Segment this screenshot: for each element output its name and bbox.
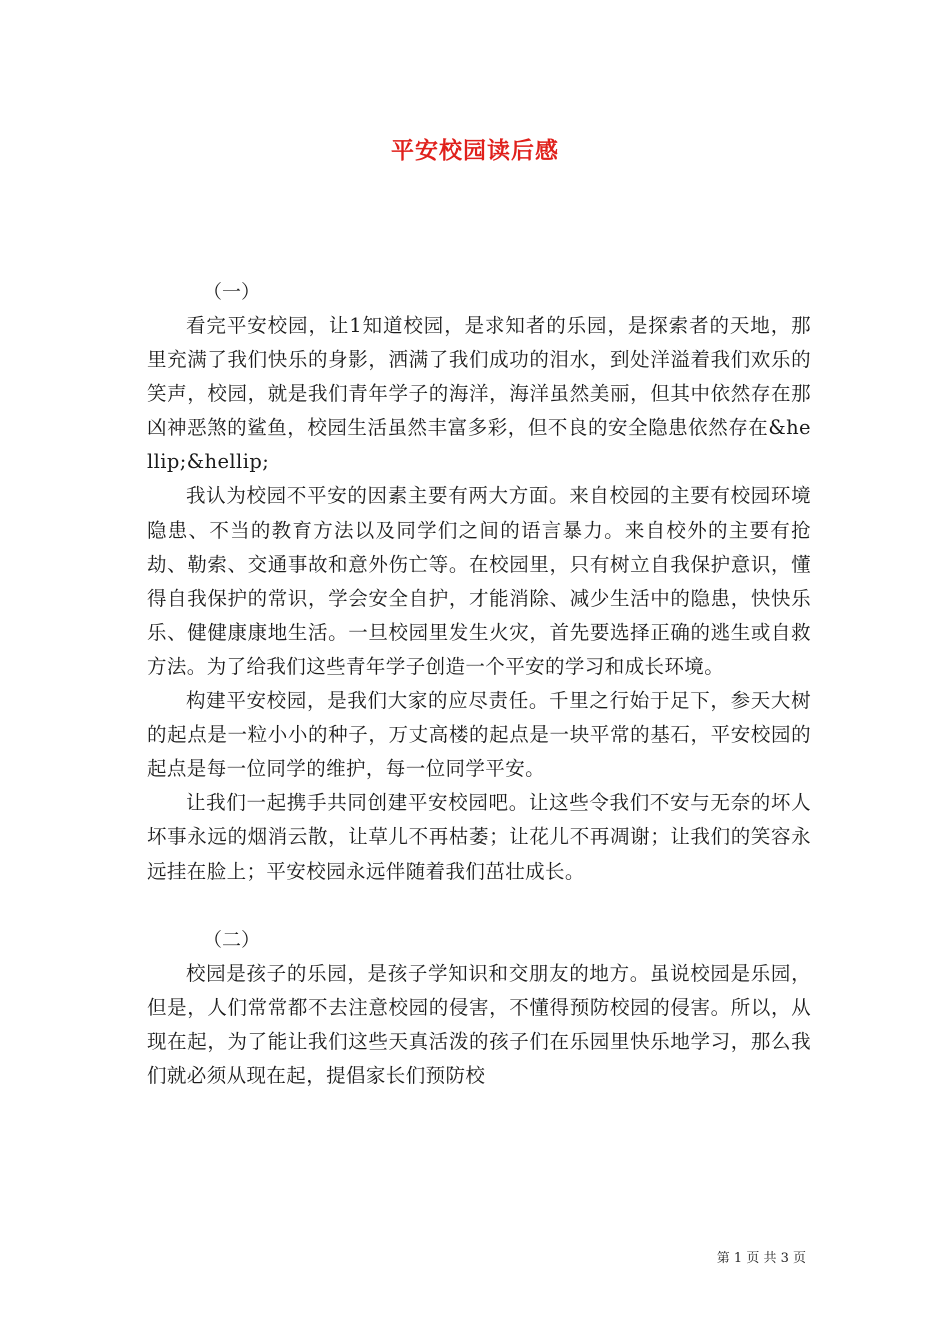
section-spacer [147,889,811,923]
paragraph: 看完平安校园，让1知道校园，是求知者的乐园，是探索者的天地，那里充满了我们快乐的身影，洒满了我们成功的泪水，到处洋溢着我们欢乐的笑声，校园，就是我们青年学子的海洋，海洋虽然美丽，但其中依然存在那凶神恶煞的鲨鱼，校园生活虽然丰富多彩，但不良的安全隐患依然存在&hellip;&hellip; [147,314,811,474]
section-heading-1: （一） [203,281,261,303]
paragraph: 构建平安校园，是我们大家的应尽责任。千里之行始于足下，参天大树的起点是一粒小小的种子，万丈高楼的起点是一块平常的基石，平安校园的起点是每一位同学的维护，每一位同学平安。 [147,689,811,781]
section-heading-2: （二） [203,928,261,951]
paragraph: 我认为校园不平安的因素主要有两大方面。来自校园的主要有校园环境隐患、不当的教育方法以及同学们之间的语言暴力。来自校外的主要有抢劫、勒索、交通事故和意外伤亡等。在校园里，只有树立自我保护意识，懂得自我保护的常识，学会安全自护，才能消除、减少生活中的隐患，快快乐乐、健健康康地生活。一旦校园里发生火灾，首先要选择正确的逃生或自救方法。为了给我们这些青年学子创造一个平安的学习和成长环境。 [147,484,811,678]
page-number-footer: 第 1 页 共 3 页 [716,1251,806,1266]
document-body [147,275,811,1093]
paragraph: 让我们一起携手共同创建平安校园吧。让这些令我们不安与无奈的坏人坏事永远的烟消云散，让草儿不再枯萎；让花儿不再凋谢；让我们的笑容永远挂在脸上；平安校园永远伴随着我们茁壮成长。 [147,791,811,883]
paragraph: 校园是孩子的乐园，是孩子学知识和交朋友的地方。虽说校园是乐园，但是，人们常常都不去注意校园的侵害，不懂得预防校园的侵害。所以，从现在起，为了能让我们这些天真活泼的孩子们在乐园里快乐地学习，那么我们就必须从现在起，提倡家长们预防校 [147,961,811,1087]
document-title: 平安校园读后感 [391,137,559,164]
